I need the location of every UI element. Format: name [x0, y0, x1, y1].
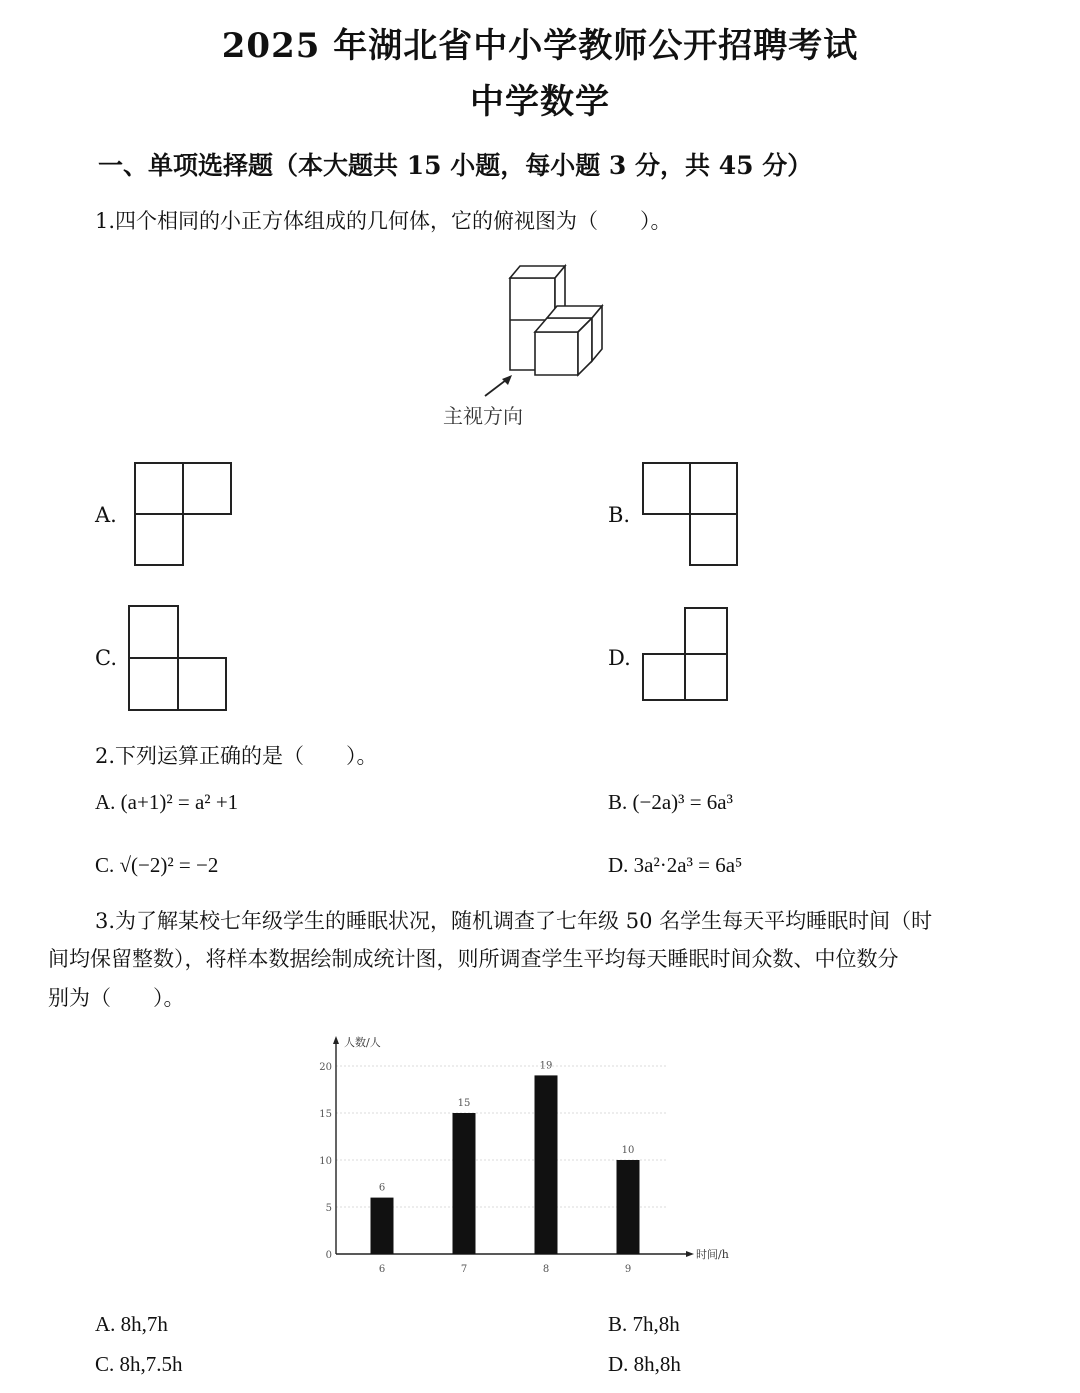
q3-option-c[interactable]: C. 8h,7.5h — [95, 1352, 183, 1376]
x-tick-label: 7 — [460, 1264, 468, 1275]
chart-bar-7 — [453, 1113, 476, 1254]
q2-stem: 2.下列运算正确的是（ ）。 — [95, 744, 378, 768]
section-heading: 一、单项选择题（本大题共 15 小题，每小题 3 分，共 45 分） — [98, 151, 813, 180]
q1-option-b-figure[interactable] — [642, 462, 740, 567]
chart-y-axis-label: 人数/人 — [344, 1036, 381, 1049]
x-tick-label: 8 — [542, 1264, 550, 1275]
q2-option-b[interactable]: B. (−2a)³ = 6a³ — [608, 790, 733, 814]
q1-option-c-figure[interactable] — [128, 605, 230, 713]
view-direction-caption: 主视方向 — [443, 404, 523, 428]
y-tick-label: 0 — [325, 1250, 332, 1261]
y-tick-label: 5 — [325, 1203, 332, 1214]
q2-option-c[interactable]: C. √(−2)² = −2 — [95, 853, 219, 877]
chart-bar-8 — [535, 1075, 558, 1254]
y-axis-arrow-icon — [333, 1036, 339, 1044]
x-tick-label: 9 — [624, 1264, 632, 1275]
bar-value-label: 10 — [621, 1145, 635, 1156]
q1-option-a-figure[interactable] — [134, 462, 234, 567]
x-axis-arrow-icon — [686, 1251, 694, 1257]
q1-cube-figure — [500, 260, 610, 385]
bar-value-label: 15 — [457, 1098, 471, 1109]
q1-option-c-label[interactable]: C. — [95, 646, 117, 670]
q3-option-b[interactable]: B. 7h,8h — [608, 1312, 680, 1336]
bar-value-label: 19 — [539, 1060, 553, 1072]
q3-option-a[interactable]: A. 8h,7h — [95, 1312, 168, 1336]
view-direction-arrow — [480, 372, 520, 402]
q3-option-d[interactable]: D. 8h,8h — [608, 1352, 681, 1376]
y-tick-label: 20 — [319, 1062, 332, 1073]
chart-x-axis-label: 时间/h — [696, 1248, 729, 1261]
y-tick-label: 15 — [319, 1109, 332, 1120]
chart-bar-9 — [617, 1160, 640, 1254]
chart-bar-6 — [371, 1198, 394, 1254]
q1-option-d-figure[interactable] — [642, 607, 730, 703]
y-tick-label: 10 — [319, 1156, 332, 1167]
exam-subtitle: 中学数学 — [470, 82, 610, 122]
q3-stem-line2: 间均保留整数），将样本数据绘制成统计图，则所调查学生平均每天睡眠时间众数、中位数分 — [48, 947, 899, 971]
q1-stem: 1.四个相同的小正方体组成的几何体，它的俯视图为（ ）。 — [95, 209, 672, 233]
q3-stem-line3: 别为（ ）。 — [48, 986, 185, 1010]
exam-title: 2025 年湖北省中小学教师公开招聘考试 — [221, 26, 859, 66]
bar-value-label: 6 — [378, 1182, 386, 1194]
q1-option-a-label[interactable]: A. — [95, 503, 117, 527]
q2-option-a[interactable]: A. (a+1)² = a² +1 — [95, 790, 239, 814]
q2-option-d[interactable]: D. 3a²·2a³ = 6a⁵ — [608, 853, 743, 877]
q3-bar-chart — [300, 1028, 750, 1283]
q3-stem-line1: 3.为了解某校七年级学生的睡眠状况，随机调查了七年级 50 名学生每天平均睡眠时间（时 — [95, 909, 933, 933]
q1-option-d-label[interactable]: D. — [608, 646, 631, 670]
x-tick-label: 6 — [378, 1264, 386, 1275]
q1-option-b-label[interactable]: B. — [608, 503, 631, 527]
